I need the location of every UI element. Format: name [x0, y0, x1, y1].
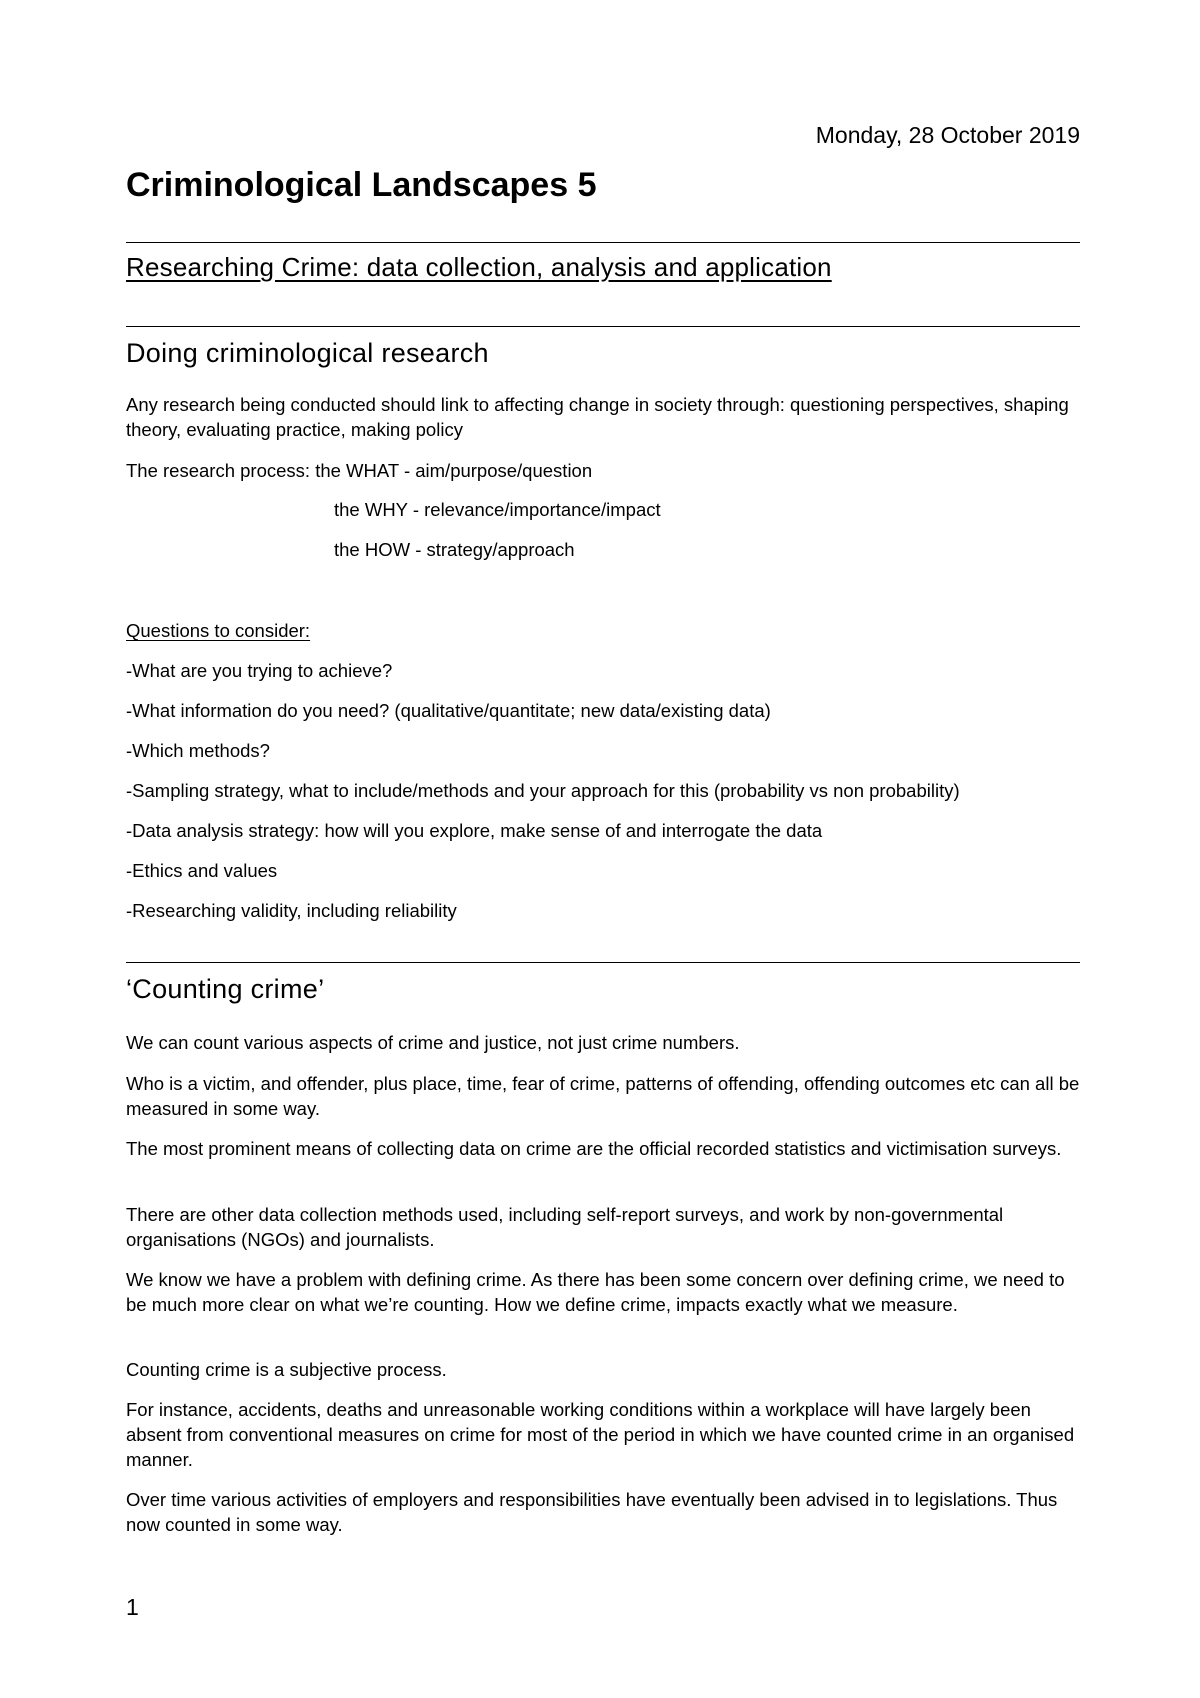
paragraph-text: For instance, accidents, deaths and unreasonable working conditions within a workplace will have largely been absent from conventional measures on crime for most of the period in which we have counted crime in an organised manner.: [126, 1399, 1075, 1470]
paragraph-text: Counting crime is a subjective process.: [126, 1359, 447, 1380]
section-heading-counting: ‘Counting crime’: [126, 974, 325, 1004]
paragraph: [126, 1267, 1080, 1317]
question-item: [126, 658, 1080, 683]
paragraph: Any research being conducted should link to affecting change in society through: questioning perspectives, shaping theory, evaluating practice, making policy: [126, 394, 1069, 440]
question-item: [126, 898, 1080, 923]
paragraph: [126, 1071, 1080, 1121]
divider: [126, 962, 1080, 963]
question-item: [126, 778, 1080, 803]
paragraph: [126, 1030, 1080, 1055]
process-item-what: The research process: the WHAT - aim/purpose/question: [126, 460, 593, 481]
list-item: -Ethics and values: [126, 860, 278, 881]
list-item: -Data analysis strategy: how will you explore, make sense of and interrogate the data: [126, 820, 823, 841]
document-page: [126, 0, 1080, 1698]
list-item: -Researching validity, including reliability: [126, 900, 457, 921]
list-item: -What are you trying to achieve?: [126, 660, 393, 681]
question-item: [126, 738, 1080, 763]
divider: [126, 242, 1080, 243]
paragraph-text: Over time various activities of employers and responsibilities have eventually been advised in to legislations. Thus now counted in some way.: [126, 1489, 1058, 1535]
page-number: 1: [126, 1594, 139, 1620]
question-item: [126, 818, 1080, 843]
paragraph: [126, 1487, 1080, 1537]
paragraph-text: We know we have a problem with defining crime. As there has been some concern over defining crime, we need to be much more clear on what we’re counting. How we define crime, impacts exactly what we measure.: [126, 1269, 1065, 1315]
paragraph-text: There are other data collection methods used, including self-report surveys, and work by non-governmental organisations (NGOs) and journalists.: [126, 1204, 1004, 1250]
process-item-how: the HOW - strategy/approach: [334, 539, 575, 560]
questions-label: [126, 618, 1080, 643]
question-item: [126, 858, 1080, 883]
process-item-why: the WHY - relevance/importance/impact: [334, 499, 661, 520]
questions-heading: Questions to consider:: [126, 620, 311, 641]
question-item: [126, 698, 1080, 723]
research-process-list: [126, 497, 1200, 522]
document-title: Criminological Landscapes 5: [126, 166, 597, 204]
intro-paragraph: [126, 392, 1080, 442]
paragraph-text: The most prominent means of collecting data on crime are the official recorded statistics and victimisation surveys.: [126, 1138, 1062, 1159]
list-item: -Sampling strategy, what to include/methods and your approach for this (probability vs non probability): [126, 780, 960, 801]
paragraph: [126, 1397, 1080, 1472]
paragraph: [126, 1202, 1080, 1252]
divider: [126, 326, 1080, 327]
research-process-list: [126, 537, 1200, 562]
paragraph: [126, 1136, 1080, 1161]
paragraph-text: Who is a victim, and offender, plus place, time, fear of crime, patterns of offending, offending outcomes etc can all be measured in some way.: [126, 1073, 1080, 1119]
document-subtitle: Researching Crime: data collection, analysis and application: [126, 252, 832, 282]
list-item: -Which methods?: [126, 740, 270, 761]
paragraph: [126, 1357, 1080, 1382]
research-process-list: [126, 458, 1080, 483]
paragraph-text: We can count various aspects of crime and justice, not just crime numbers.: [126, 1032, 740, 1053]
document-date: Monday, 28 October 2019: [815, 122, 1080, 148]
section-heading-research: Doing criminological research: [126, 338, 489, 368]
list-item: -What information do you need? (qualitative/quantitate; new data/existing data): [126, 700, 771, 721]
